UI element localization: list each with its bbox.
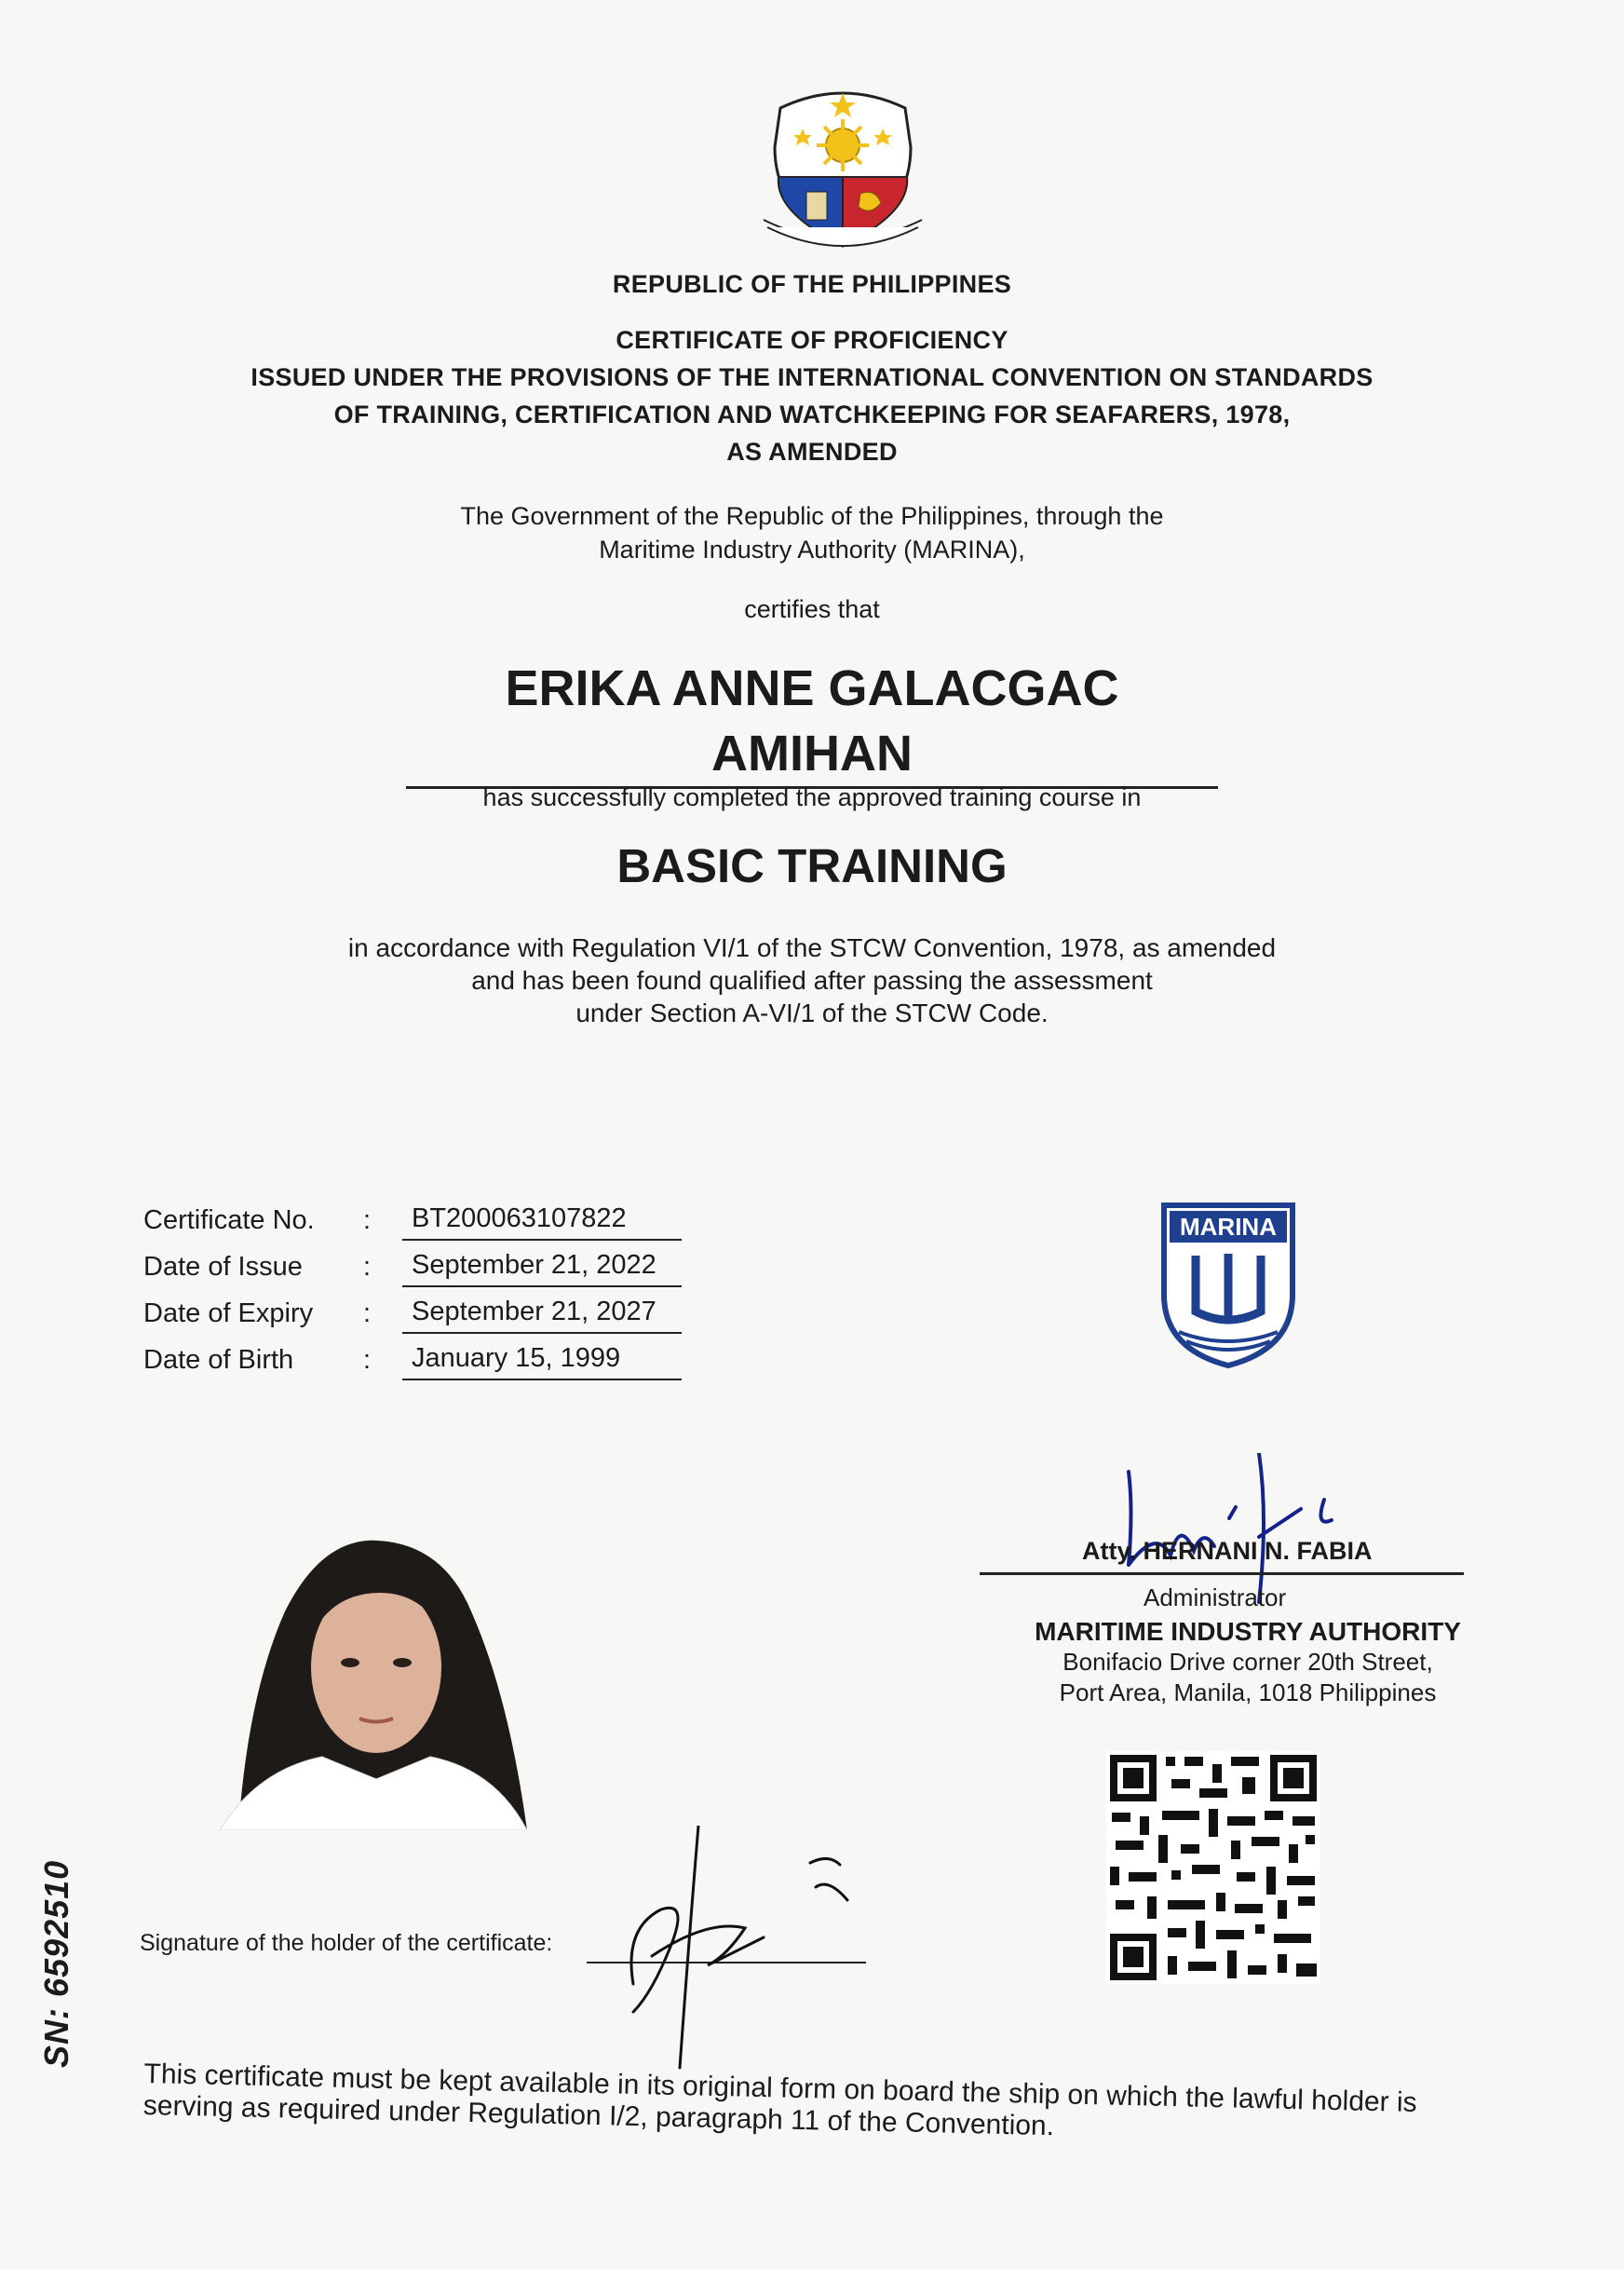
field-date-of-expiry — [140, 1291, 698, 1338]
issued-line-1: ISSUED UNDER THE PROVISIONS OF THE INTERNATIONAL CONVENTION ON STANDARDS — [250, 363, 1374, 391]
government-line-2: Maritime Industry Authority (MARINA), — [599, 536, 1025, 564]
holder-name: ERIKA ANNE GALACGAC AMIHAN — [406, 656, 1218, 789]
marina-logo-text: MARINA — [1180, 1213, 1277, 1241]
certifies-that: certifies that — [744, 595, 880, 623]
field-label: Date of Birth — [143, 1345, 294, 1375]
issued-line-3: AS AMENDED — [726, 438, 898, 466]
holder-photo — [220, 1528, 527, 1830]
field-colon: : — [363, 1298, 372, 1328]
government-line-1: The Government of the Republic of the Philippines, through the — [460, 502, 1164, 530]
qr-code-icon — [1106, 1751, 1320, 1984]
regulation-line-1: in accordance with Regulation VI/1 of the STCW Convention, 1978, as amended — [347, 933, 1277, 962]
field-label: Certificate No. — [143, 1205, 315, 1235]
field-label: Date of Expiry — [143, 1298, 314, 1328]
field-colon: : — [363, 1205, 372, 1235]
field-date-of-issue — [140, 1244, 698, 1291]
field-date-of-birth — [140, 1338, 698, 1384]
certificate-title: CERTIFICATE OF PROFICIENCY — [616, 326, 1008, 354]
course-title: BASIC TRAINING — [616, 839, 1008, 892]
completed-course-text: has successfully completed the approved training course in — [482, 783, 1142, 811]
field-label: Date of Issue — [143, 1252, 303, 1282]
authority-block — [987, 1617, 1509, 1708]
field-certificate-no — [140, 1198, 698, 1244]
field-value: September 21, 2027 — [402, 1297, 682, 1334]
holder-signature-icon — [596, 1826, 894, 2086]
authority-address-2: Port Area, Manila, 1018 Philippines — [1059, 1678, 1437, 1706]
republic-heading: REPUBLIC OF THE PHILIPPINES — [612, 270, 1012, 298]
signatory-name: Atty. HERNANI N. FABIA — [1082, 1537, 1373, 1565]
issued-line-2: OF TRAINING, CERTIFICATION AND WATCHKEEPING FOR SEAFARERS, 1978, — [333, 401, 1291, 428]
serial-number: SN: 6592510 — [37, 1859, 75, 2068]
field-colon: : — [363, 1252, 372, 1282]
regulation-line-2: and has been found qualified after passing the assessment — [471, 966, 1153, 995]
field-colon: : — [363, 1345, 372, 1375]
authority-address-1: Bonifacio Drive corner 20th Street, — [1062, 1648, 1433, 1676]
footer-note: This certificate must be kept available in its original form on board the ship on which the lawful holder is serving as required under Regulation I/2, paragraph 11 of the Convention. — [142, 2058, 1418, 2142]
field-value: September 21, 2022 — [402, 1250, 682, 1287]
regulation-line-3: under Section A-VI/1 of the STCW Code. — [575, 999, 1049, 1027]
holder-signature-label: Signature of the holder of the certificate: — [140, 1930, 553, 1956]
marina-logo-icon — [1158, 1202, 1298, 1369]
signatory-title: Administrator — [1144, 1583, 1287, 1611]
field-value: January 15, 1999 — [402, 1343, 682, 1380]
field-value: BT200063107822 — [402, 1203, 682, 1241]
signature-line — [980, 1572, 1464, 1575]
authority-name: MARITIME INDUSTRY AUTHORITY — [1035, 1617, 1461, 1646]
philippine-coat-of-arms-icon — [754, 73, 931, 259]
